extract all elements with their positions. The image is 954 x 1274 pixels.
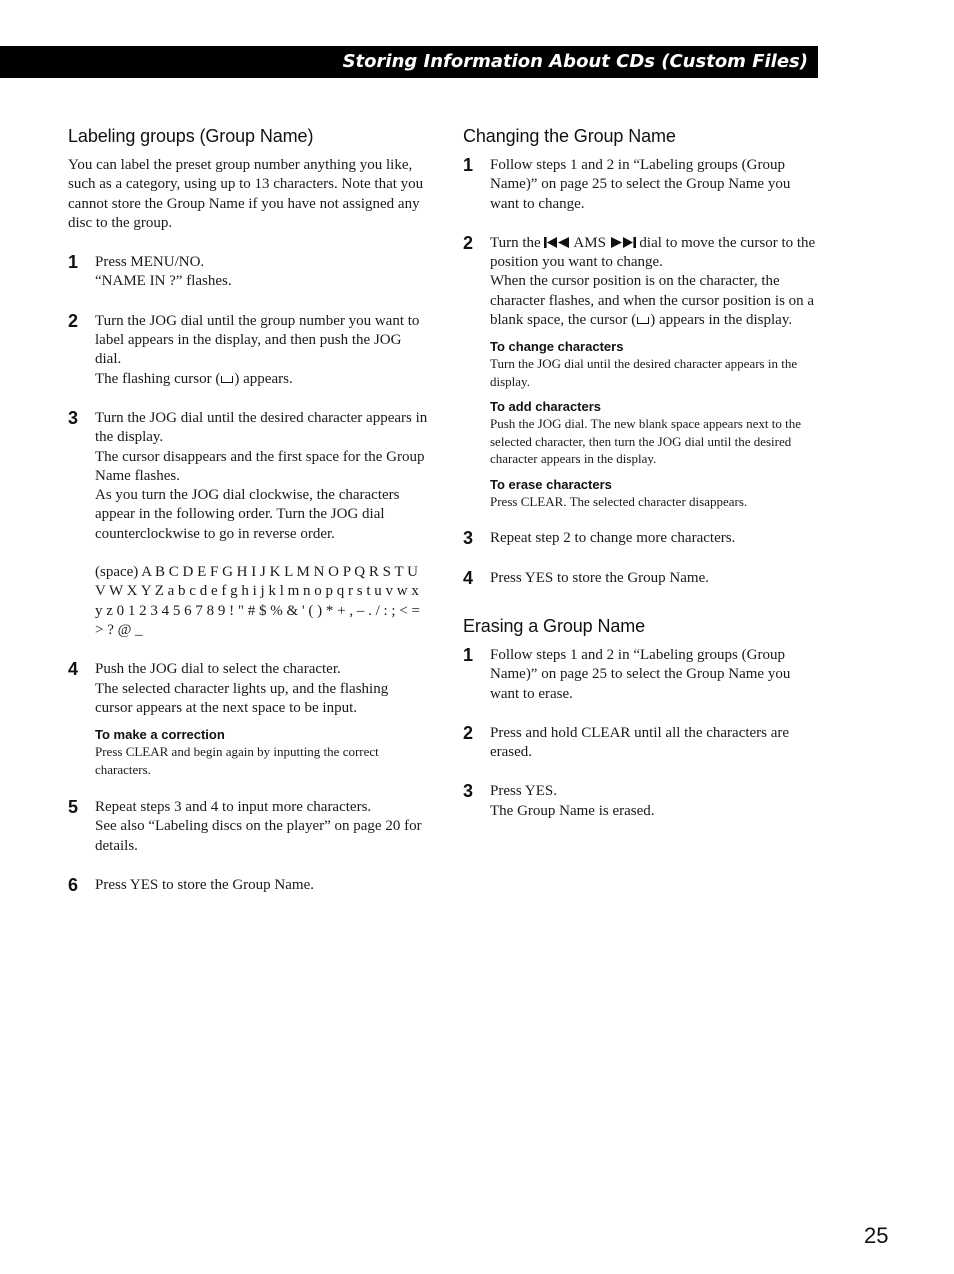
page-number: 25 [864, 1223, 889, 1248]
intro-paragraph: You can label the preset group number anything you like, such as a category, using up to 13 characters. Note that you cannot store the Group Name if you have not assigned any disc to the group. [68, 157, 424, 231]
change-step-4 [463, 569, 823, 588]
step-4 [68, 660, 428, 778]
change-step-3 [463, 529, 823, 548]
step-text-pre: When the cursor position is on the character, the character flashes, and when the cursor position is on a blank space, the cursor ( [490, 273, 815, 329]
step-number: 2 [463, 722, 474, 743]
step-text-post: ) appears. [234, 370, 293, 387]
step-number: 4 [463, 567, 474, 588]
step-number: 3 [463, 781, 474, 802]
page-header-title: Storing Information About CDs (Custom Files) [342, 51, 808, 72]
step-6 [68, 876, 428, 895]
subheading-text: Push the JOG dial. The new blank space appears next to the selected character, then turn the JOG dial until the desired character appears in the display. [490, 416, 801, 467]
step-text: Follow steps 1 and 2 in “Labeling groups (Group Name)” on page 25 to select the Group Name you want to erase. [490, 646, 791, 702]
step-text: See also “Labeling discs on the player” on page 20 for details. [95, 818, 422, 854]
step-number: 5 [68, 797, 79, 818]
character-set: (space) A B C D E F G H I J K L M N O P Q R S T U V W X Y Z a b c d e f g h i j k l m n o p q r s t u v w x y z 0 1 2 3 4 5 6 7 8 9 ! " # $ % & ' ( ) * + , – . / : ; < = > ? @ _ [95, 564, 421, 638]
step-3 [68, 409, 428, 640]
step-text-post: ) appears in the display. [650, 312, 793, 329]
erase-step-1 [463, 646, 823, 704]
step-number: 6 [68, 875, 79, 896]
change-step-2 [463, 234, 823, 510]
erase-step-2 [463, 724, 823, 763]
step-number: 1 [463, 644, 474, 665]
step-number: 2 [68, 310, 79, 331]
erase-step-3 [463, 782, 823, 821]
blank-cursor-icon [637, 317, 649, 324]
subheading-change-characters: To change characters [490, 339, 624, 355]
step-text-pre: The flashing cursor ( [95, 370, 221, 387]
step-text-post: dial to move the cursor to the position you want to change. [490, 234, 816, 271]
step-text [490, 272, 823, 330]
section-heading-erasing: Erasing a Group Name [463, 615, 646, 636]
step-text: Turn the JOG dial until the desired character appears in the display. [95, 409, 428, 446]
step-text: Press YES. [490, 783, 557, 800]
step-text: As you turn the JOG dial clockwise, the characters appear in the following order. Turn the JOG dial counterclockwise to go in reverse order. [95, 487, 400, 542]
step-text: The Group Name is erased. [490, 802, 655, 819]
step-text-pre: Turn the [490, 234, 541, 251]
step-text: Repeat steps 3 and 4 to input more characters. [95, 799, 372, 816]
step-text: Press YES to store the Group Name. [490, 569, 709, 586]
subheading-text: Press CLEAR and begin again by inputting the correct characters. [95, 744, 379, 777]
subheading-text: Press CLEAR. The selected character disappears. [490, 493, 748, 509]
left-column [68, 124, 428, 895]
blank-cursor-icon [221, 376, 233, 383]
step-number: 1 [68, 252, 79, 273]
step-text: Turn the JOG dial until the group number you want to label appears in the display, and then push the JOG dial. [95, 312, 420, 368]
step-text: Follow steps 1 and 2 in “Labeling groups (Group Name)” on page 25 to select the Group Name you want to change. [490, 157, 791, 212]
step-number: 1 [463, 155, 474, 175]
skip-previous-icon [544, 237, 570, 248]
step-number: 4 [68, 659, 79, 680]
step-text: The cursor disappears and the first space for the Group Name flashes. [95, 448, 425, 484]
step-text: Push the JOG dial to select the character. [95, 661, 341, 678]
header-bar [0, 46, 818, 78]
step-2 [68, 312, 428, 389]
skip-next-icon [610, 237, 636, 248]
step-5 [68, 798, 428, 856]
step-text [95, 370, 428, 389]
right-column [463, 124, 823, 821]
step-text [490, 234, 823, 273]
step-text: Press MENU/NO. [95, 254, 205, 271]
change-step-1 [463, 156, 823, 214]
step-number: 2 [463, 232, 474, 253]
step-text: The selected character lights up, and the flashing cursor appears at the next space to be input. [95, 680, 389, 716]
section-heading-changing: Changing the Group Name [463, 126, 676, 146]
step-text: “NAME IN ?” flashes. [95, 273, 232, 290]
subheading-add-characters: To add characters [490, 399, 602, 415]
step-text: Repeat step 2 to change more characters. [490, 530, 736, 547]
step-number: 3 [463, 528, 474, 549]
step-1 [68, 253, 428, 292]
step-text: Press and hold CLEAR until all the characters are erased. [490, 724, 790, 761]
section-heading-labeling: Labeling groups (Group Name) [68, 126, 314, 146]
step-text: Press YES to store the Group Name. [95, 877, 314, 894]
subheading-text: Turn the JOG dial until the desired character appears in the display. [490, 356, 798, 389]
subheading-erase-characters: To erase characters [490, 476, 612, 492]
subheading-correction: To make a correction [95, 727, 225, 743]
ams-label: AMS [573, 234, 606, 251]
step-number: 3 [68, 407, 79, 428]
